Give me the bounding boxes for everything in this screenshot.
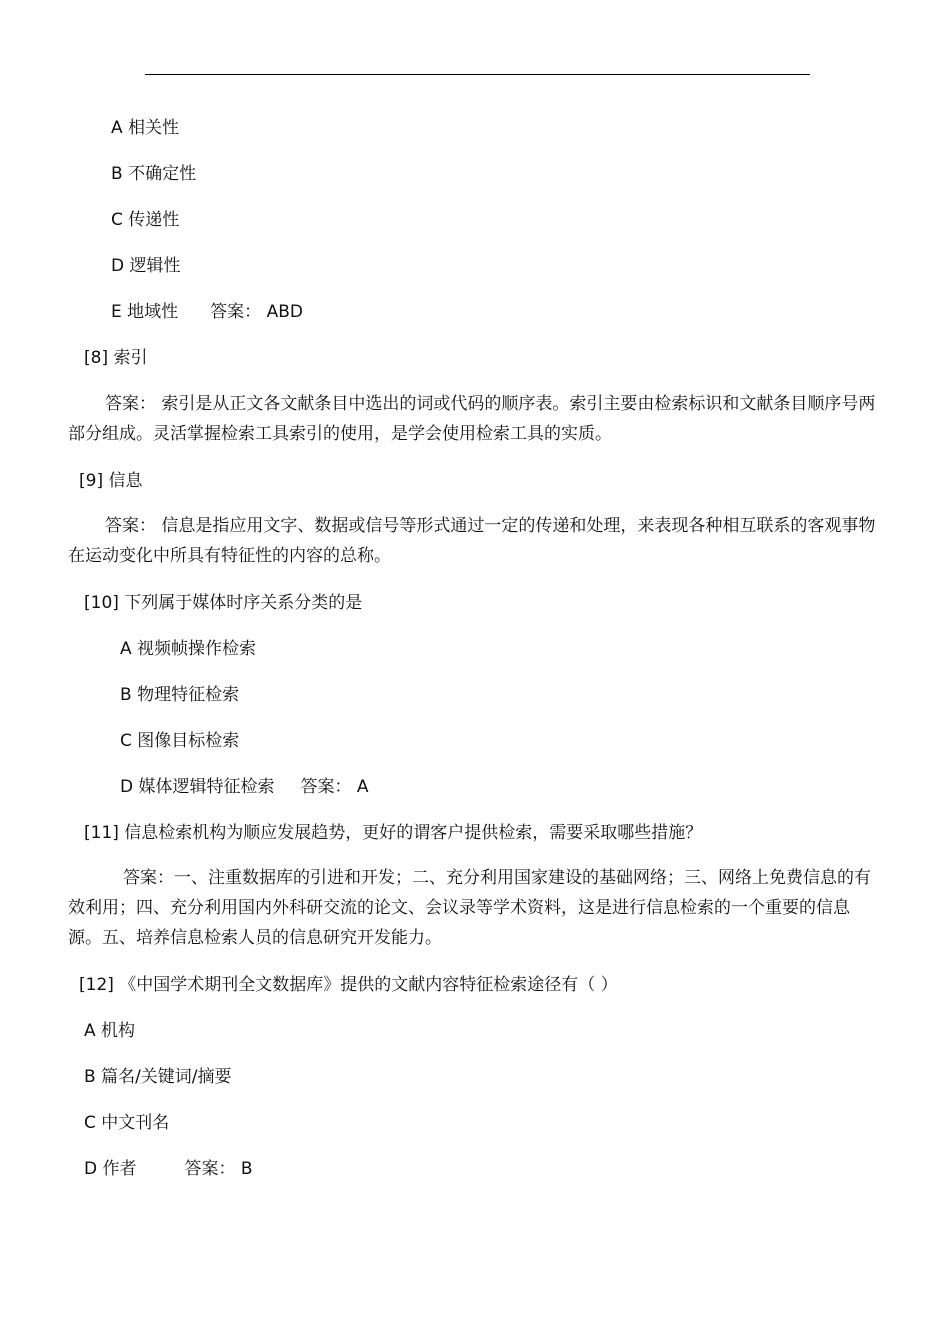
q12-option-d-row	[84, 1157, 253, 1181]
q8-answer	[68, 389, 878, 449]
q12-option-d: D 作者	[84, 1159, 137, 1179]
q10-answer-label: 答案：	[300, 777, 352, 797]
q7-option-d: D 逻辑性	[111, 256, 181, 276]
q7-answer-label: 答案：	[210, 302, 262, 322]
q11-title: [11] 信息检索机构为顺应发展趋势，更好的谓客户提供检索，需要采取哪些措施？	[84, 823, 703, 843]
q11-answer: 答案：一、注重数据库的引进和开发；二、充分利用国家建设的基础网络；三、网络上免费信息的有效利用；四、充分利用国内外科研交流的论文、会议录等学术资料，这是进行信息检索的一个重要的信息源。五、培养信息检索人员的信息研究开发能力。	[68, 868, 871, 948]
q9-answer-label: 答案：	[105, 516, 156, 536]
q10-option-d: D 媒体逻辑特征检索	[120, 777, 275, 797]
q10-option-d-row	[120, 775, 369, 799]
q8-answer-label: 答案：	[105, 394, 156, 414]
q7-answer-value: ABD	[266, 302, 303, 322]
q12-option-b: B 篇名/关键词/摘要	[84, 1067, 232, 1087]
q9-answer	[68, 511, 878, 571]
header-rule	[145, 74, 810, 75]
q7-option-b: B 不确定性	[111, 164, 197, 184]
q10-answer-value: A	[356, 777, 369, 797]
q12-option-a: A 机构	[84, 1021, 136, 1041]
q12-option-c: C 中文刊名	[84, 1113, 170, 1133]
q7-option-a: A 相关性	[111, 118, 180, 138]
q8-title: [8] 索引	[84, 348, 148, 368]
q7-option-c: C 传递性	[111, 210, 180, 230]
q10-option-c: C 图像目标检索	[120, 731, 240, 751]
q7-option-e: E 地域性	[111, 302, 179, 322]
q7-option-e-row	[111, 300, 303, 324]
q10-option-a: A 视频帧操作检索	[120, 639, 257, 659]
q12-answer-value: B	[240, 1159, 253, 1179]
q10-option-b: B 物理特征检索	[120, 685, 240, 705]
q9-title: [9] 信息	[79, 471, 143, 491]
q12-answer-label: 答案：	[184, 1159, 236, 1179]
q10-title: [10] 下列属于媒体时序关系分类的是	[84, 593, 363, 613]
q12-title: [12] 《中国学术期刊全文数据库》提供的文献内容特征检索途径有（ ）	[79, 975, 618, 995]
q8-answer-text: 索引是从正文各文献条目中选出的词或代码的顺序表。索引主要由检索标识和文献条目顺序号两部分组成。灵活掌握检索工具索引的使用，是学会使用检索工具的实质。	[68, 394, 876, 444]
q9-answer-text: 信息是指应用文字、数据或信号等形式通过一定的传递和处理，来表现各种相互联系的客观事物在运动变化中所具有特征性的内容的总称。	[68, 516, 876, 566]
